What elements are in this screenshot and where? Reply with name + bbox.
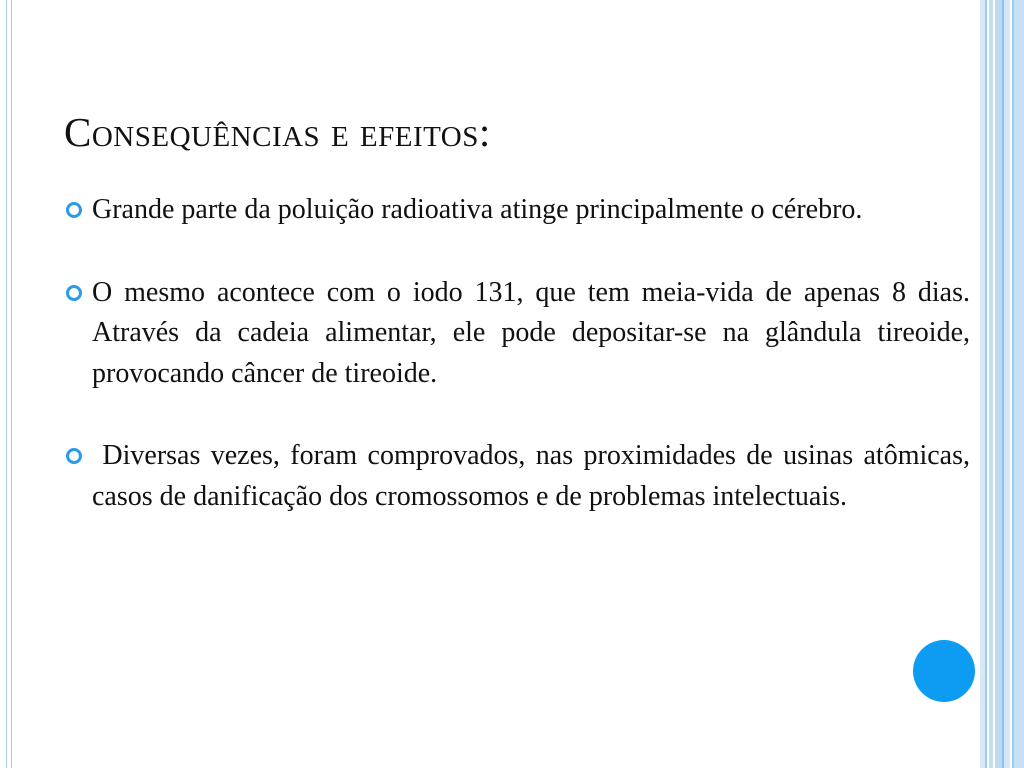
ring-bullet-icon [66, 448, 92, 462]
right-border-decoration [980, 0, 1024, 768]
bullet-text: Grande parte da poluição radioativa atinge principalmente o cérebro. [92, 194, 863, 225]
slide-title: Consequências e efeitos: [64, 109, 491, 155]
bullet-text: Diversas vezes, foram comprovados, nas proximidades de usinas atômicas, casos de danificação dos cromossomos e de problemas intelectuais. [92, 440, 978, 512]
left-border-decoration [6, 0, 12, 768]
bullet-list [66, 190, 978, 559]
ring-bullet-icon [66, 285, 92, 299]
blue-circle-decoration [913, 640, 975, 702]
bullet-item [66, 190, 970, 231]
bullet-item [66, 436, 978, 517]
ring-bullet-icon [66, 202, 92, 216]
bullet-item [66, 273, 970, 395]
bullet-text: O mesmo acontece com o iodo 131, que tem meia-vida de apenas 8 dias. Através da cadeia alimentar, ele pode depositar-se na glândula tireoide, provocando câncer de tireoide. [92, 276, 970, 389]
